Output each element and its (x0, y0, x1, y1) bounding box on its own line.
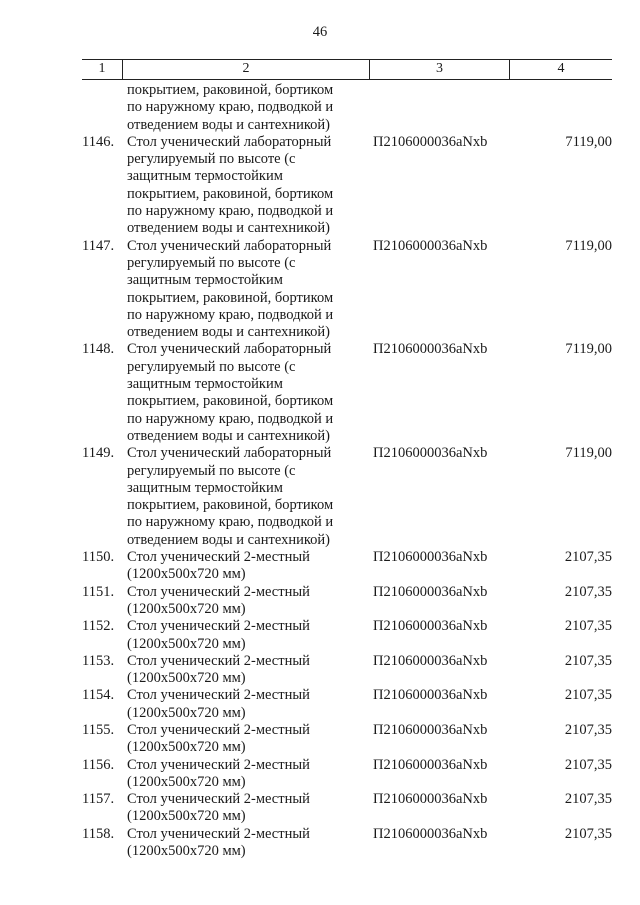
column-header-4: 4 (509, 60, 612, 79)
row-number (82, 82, 127, 134)
row-name: покрытием, раковиной, бортиком по наружному краю, подводкой и отведением воды и сантехникой) (127, 82, 334, 133)
row-name: Стол ученический 2-местный (1200x500x720 мм) (127, 652, 310, 687)
row-name: Стол ученический 2-местный (1200x500x720 мм) (127, 721, 310, 756)
row-name: Стол ученический лабораторный регулируемый по высоте (с защитным термостойким покрытием, раковиной, бортиком по наружному краю, подводкой и отведением воды и сантехникой) (127, 445, 334, 548)
row-number: 1150. (82, 549, 115, 566)
row-code: П2106000036aNxb (373, 549, 488, 566)
row-code: П2106000036aNxb (373, 133, 488, 150)
table-row (82, 341, 612, 445)
row-name: Стол ученический 2-местный (1200x500x720 мм) (127, 549, 310, 583)
page-number: 46 (312, 24, 328, 40)
row-number: 1153. (82, 652, 115, 669)
row-code: П2106000036aNxb (373, 341, 488, 358)
row-price: 2107,35 (564, 652, 612, 669)
row-price: 7119,00 (565, 133, 612, 150)
row-code: П2106000036aNxb (373, 721, 488, 738)
row-price: 2107,35 (564, 583, 612, 600)
row-name: Стол ученический лабораторный регулируемый по высоте (с защитным термостойким покрытием, раковиной, бортиком по наружному краю, подводкой и отведением воды и сантехникой) (127, 341, 334, 444)
column-header-2: 2 (122, 60, 369, 79)
row-name: Стол ученический 2-местный (1200x500x720 мм) (127, 618, 310, 652)
row-code: П2106000036aNxb (373, 791, 488, 808)
table-row-continuation (82, 82, 612, 134)
row-number: 1157. (82, 791, 115, 808)
row-number: 1156. (82, 756, 115, 773)
table-header (82, 59, 612, 80)
row-number: 1155. (82, 721, 115, 738)
row-code: П2106000036aNxb (373, 237, 488, 254)
row-name: Стол ученический 2-местный (1200x500x720 мм) (127, 756, 310, 790)
row-number: 1151. (82, 583, 115, 600)
row-number: 1152. (82, 618, 115, 635)
row-name: Стол ученический 2-местный (1200x500x720 мм) (127, 825, 310, 860)
column-header-3: 3 (369, 60, 509, 79)
row-price: 2107,35 (564, 721, 612, 738)
row-name: Стол ученический лабораторный регулируемый по высоте (с защитным термостойким покрытием, раковиной, бортиком по наружному краю, подводкой и отведением воды и сантехникой) (127, 133, 334, 237)
row-name: Стол ученический 2-местный (1200x500x720 мм) (127, 791, 310, 825)
table-row (82, 445, 612, 549)
table-row (82, 826, 612, 861)
row-name: Стол ученический лабораторный регулируемый по высоте (с защитным термостойким покрытием, раковиной, бортиком по наружному краю, подводкой и отведением воды и сантехникой) (127, 237, 334, 341)
table-row (82, 134, 612, 238)
table-row (82, 687, 612, 722)
table-row (82, 549, 612, 584)
row-price: 2107,35 (564, 825, 612, 842)
row-number: 1149. (82, 445, 115, 462)
table-row (82, 757, 612, 792)
row-price: 7119,00 (565, 445, 612, 462)
row-code: П2106000036aNxb (373, 825, 488, 842)
row-number: 1147. (82, 237, 115, 254)
row-code: П2106000036aNxb (373, 583, 488, 600)
row-number: 1154. (82, 687, 115, 704)
row-name: Стол ученический 2-местный (1200x500x720 мм) (127, 687, 310, 721)
row-code: П2106000036aNxb (373, 618, 488, 635)
row-code: П2106000036aNxb (373, 652, 488, 669)
row-code: П2106000036aNxb (373, 445, 488, 462)
row-price: 2107,35 (564, 687, 612, 704)
row-price: 2107,35 (564, 756, 612, 773)
row-price: 7119,00 (565, 341, 612, 358)
row-price: 2107,35 (564, 549, 612, 566)
row-price: 7119,00 (565, 237, 612, 254)
table-row (82, 618, 612, 653)
row-code: П2106000036aNxb (373, 756, 488, 773)
table-row (82, 653, 612, 688)
row-number: 1158. (82, 825, 115, 842)
table-row (82, 722, 612, 757)
row-number: 1146. (82, 133, 115, 150)
row-price: 2107,35 (564, 791, 612, 808)
table-row (82, 584, 612, 619)
row-number: 1148. (82, 341, 115, 358)
row-price (537, 82, 612, 134)
row-price: 2107,35 (564, 618, 612, 635)
row-code (373, 82, 537, 134)
table-body (82, 82, 612, 860)
row-code: П2106000036aNxb (373, 687, 488, 704)
column-header-1: 1 (98, 61, 106, 76)
table-row (82, 238, 612, 342)
row-name: Стол ученический 2-местный (1200x500x720 мм) (127, 583, 310, 617)
table-row (82, 791, 612, 826)
